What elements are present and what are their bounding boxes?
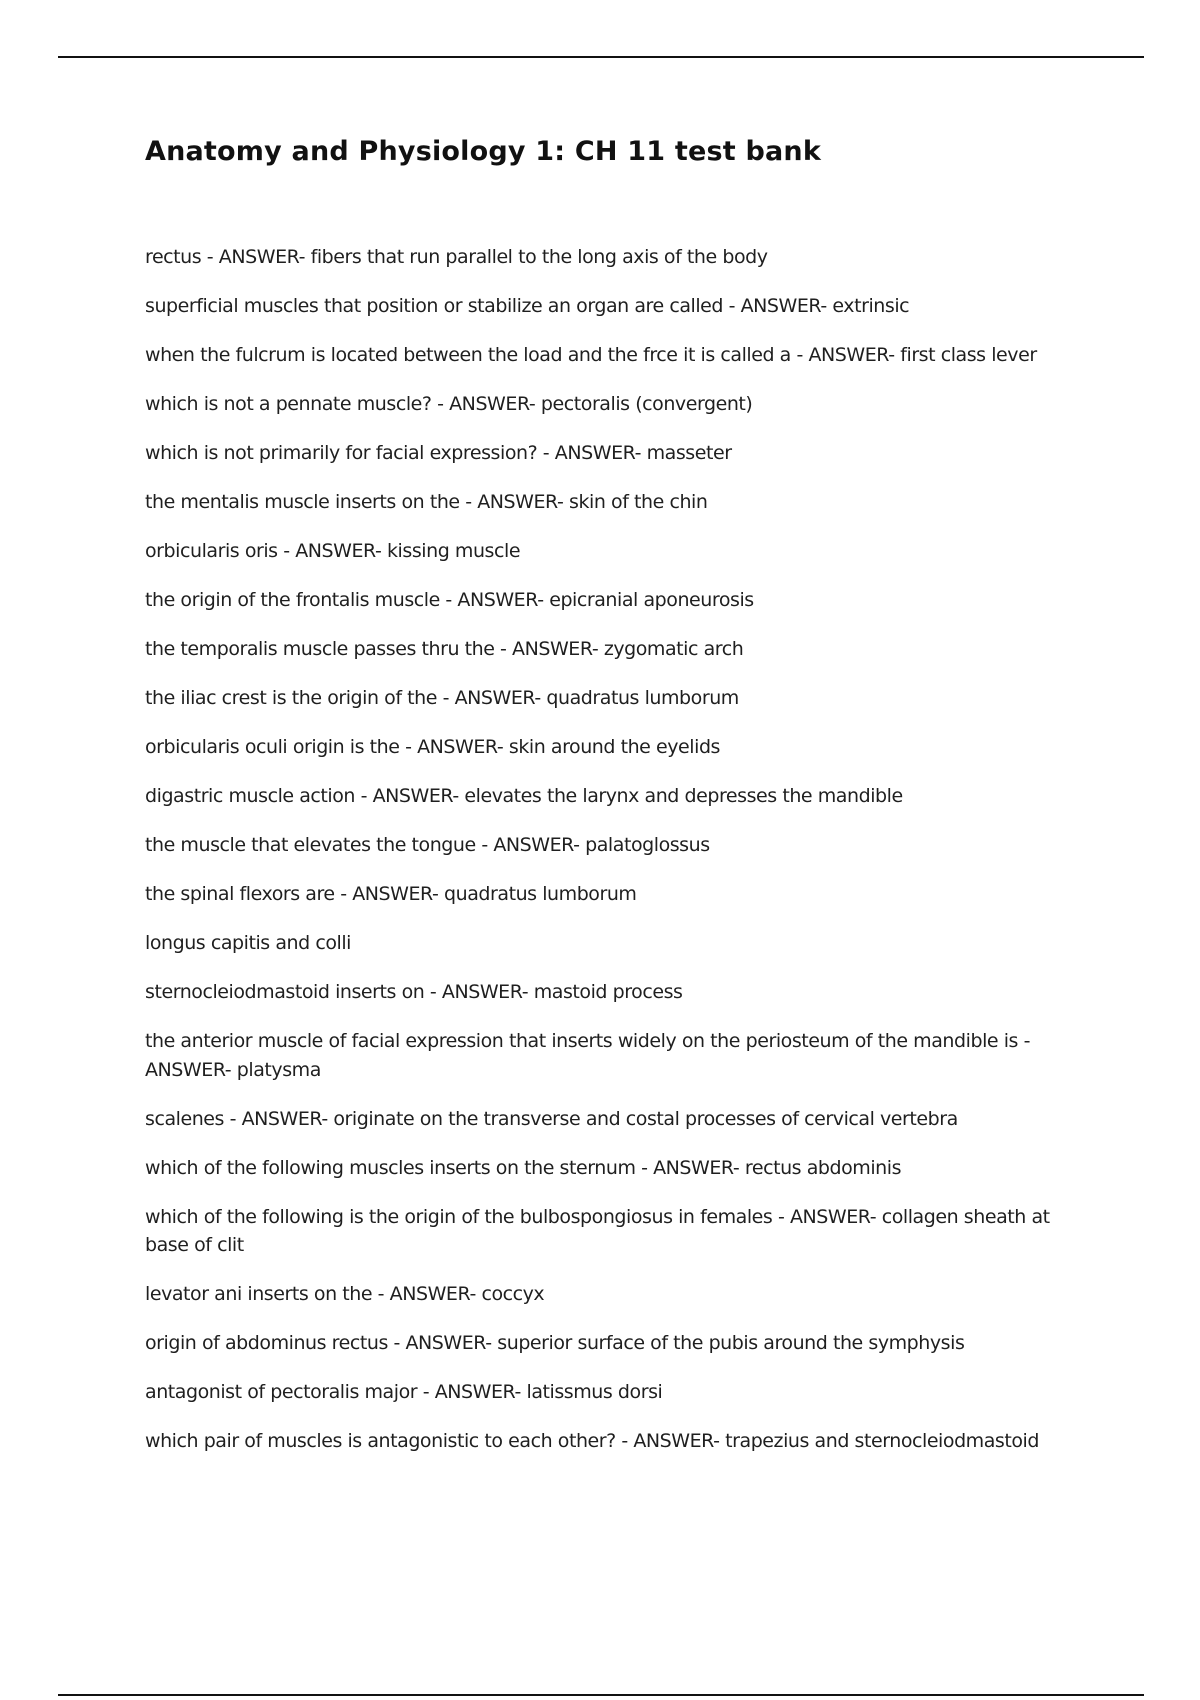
qa-item: rectus - ANSWER- fibers that run parallel to the long axis of the body	[145, 246, 768, 268]
qa-item: the iliac crest is the origin of the - ANSWER- quadratus lumborum	[145, 687, 739, 709]
qa-item: the spinal flexors are - ANSWER- quadratus lumborum	[145, 883, 637, 905]
qa-item: which pair of muscles is antagonistic to each other? - ANSWER- trapezius and sternocleiodmastoid	[145, 1430, 1039, 1452]
qa-item: orbicularis oris - ANSWER- kissing muscle	[145, 540, 521, 562]
qa-item: which of the following is the origin of the bulbospongiosus in females - ANSWER- collagen sheath at base of clit	[145, 1205, 1050, 1256]
page-title: Anatomy and Physiology 1: CH 11 test bank	[145, 136, 822, 167]
qa-item: which is not a pennate muscle? - ANSWER- pectoralis (convergent)	[145, 393, 753, 415]
footer-rule	[58, 1694, 1144, 1696]
qa-item: the mentalis muscle inserts on the - ANSWER- skin of the chin	[145, 491, 708, 513]
qa-item: antagonist of pectoralis major - ANSWER- latissmus dorsi	[145, 1381, 663, 1403]
qa-item: longus capitis and colli	[145, 932, 351, 954]
qa-item: the anterior muscle of facial expression that inserts widely on the periosteum of the mandible is - ANSWER- platysma	[145, 1030, 1030, 1081]
qa-item: the muscle that elevates the tongue - ANSWER- palatoglossus	[145, 834, 710, 856]
qa-item: origin of abdominus rectus - ANSWER- superior surface of the pubis around the symphysis	[145, 1332, 965, 1354]
qa-list	[145, 243, 1095, 1476]
qa-item: levator ani inserts on the - ANSWER- coccyx	[145, 1283, 545, 1305]
header-rule	[58, 56, 1144, 58]
qa-item: which is not primarily for facial expression? - ANSWER- masseter	[145, 442, 732, 464]
qa-item: when the fulcrum is located between the load and the frce it is called a - ANSWER- first class lever	[145, 344, 1037, 366]
qa-item: sternocleiodmastoid inserts on - ANSWER- mastoid process	[145, 981, 683, 1003]
qa-item: superficial muscles that position or stabilize an organ are called - ANSWER- extrinsic	[145, 295, 910, 317]
qa-item: the temporalis muscle passes thru the - ANSWER- zygomatic arch	[145, 638, 744, 660]
qa-item: orbicularis oculi origin is the - ANSWER- skin around the eyelids	[145, 736, 721, 758]
qa-item: which of the following muscles inserts on the sternum - ANSWER- rectus abdominis	[145, 1156, 902, 1179]
qa-item: the origin of the frontalis muscle - ANSWER- epicranial aponeurosis	[145, 589, 754, 611]
qa-item: digastric muscle action - ANSWER- elevates the larynx and depresses the mandible	[145, 785, 903, 807]
qa-item: scalenes - ANSWER- originate on the transverse and costal processes of cervical vertebra	[145, 1107, 958, 1130]
